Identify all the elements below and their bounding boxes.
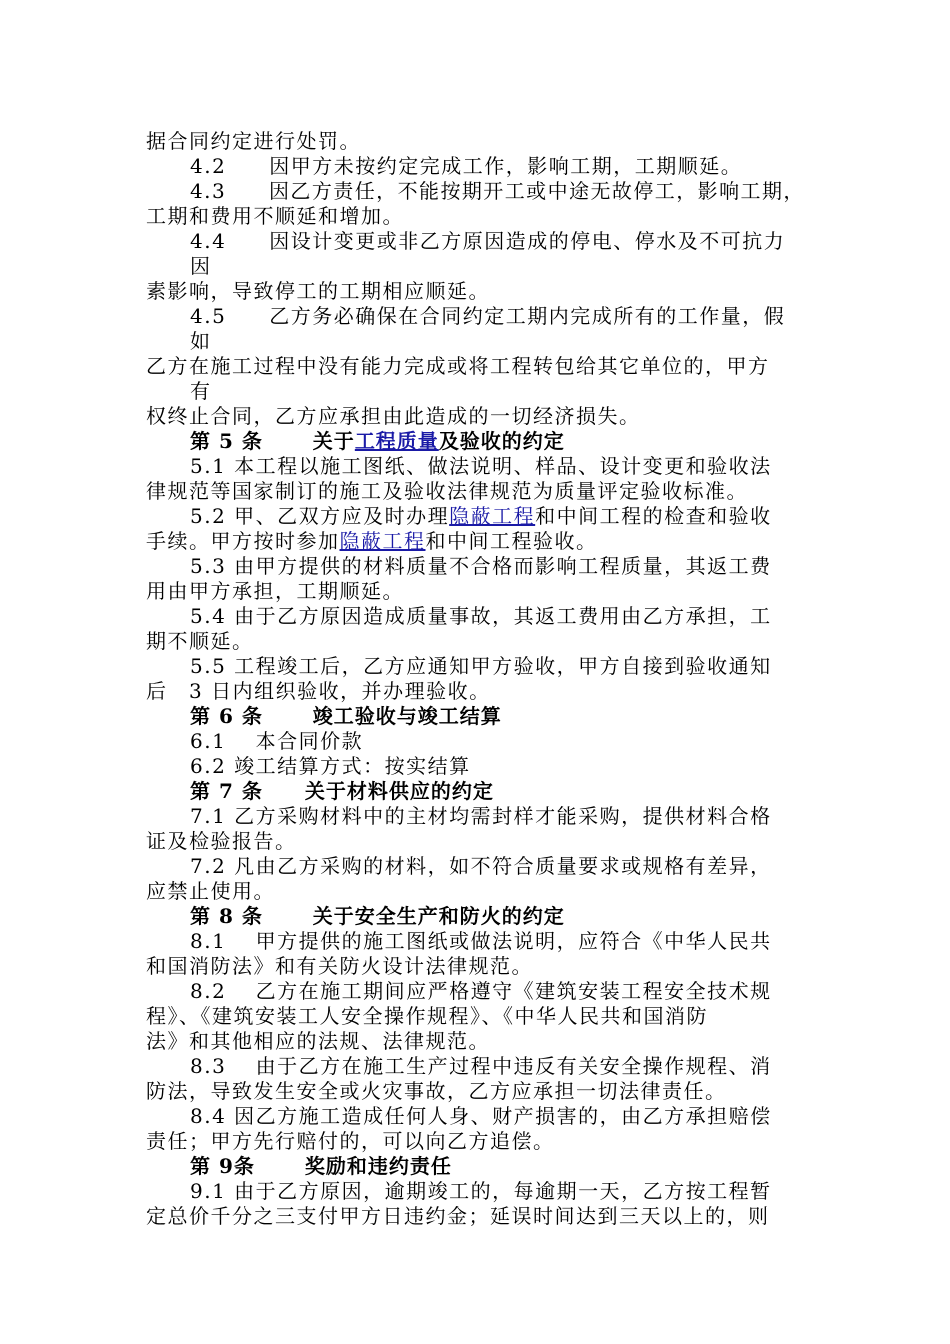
article-9-heading: 第 9条 奖励和违约责任 [190, 1154, 452, 1178]
text-line: 8.4 因乙方施工造成任何人身、财产损害的，由乙方承担赔偿 [190, 1104, 772, 1128]
text-line: 法》和其他相应的法规、法律规范。 [146, 1029, 490, 1053]
text-line: 有 [190, 379, 212, 403]
text-line: 6.2 竣工结算方式：按实结算 [190, 754, 471, 778]
text-line: 定总价千分之三支付甲方日违约金；延误时间达到三天以上的，则 [146, 1204, 770, 1228]
text-line: 应禁止使用。 [146, 879, 275, 903]
text-line: 素影响，导致停工的工期相应顺延。 [146, 279, 490, 303]
text-line: 和国消防法》和有关防火设计法律规范。 [146, 954, 533, 978]
text-line: 后 3 日内组织验收，并办理验收。 [146, 679, 491, 703]
quality-link[interactable]: 工程质量 [354, 429, 439, 453]
text-span: 和中间工程验收。 [425, 529, 598, 553]
text-line: 4.5 乙方务必确保在合同约定工期内完成所有的工作量，假 [190, 304, 786, 328]
article-8-heading: 第 8 条 关于安全生产和防火的约定 [190, 904, 565, 928]
article-6-heading: 第 6 条 竣工验收与竣工结算 [190, 704, 502, 728]
text-line: 7.2 凡由乙方采购的材料，如不符合质量要求或规格有差异， [190, 854, 772, 878]
text-line: 责任；甲方先行赔付的，可以向乙方追偿。 [146, 1129, 555, 1153]
text-line: 8.3 由于乙方在施工生产过程中违反有关安全操作规程、消 [190, 1054, 772, 1078]
text-line: 9.1 由于乙方原因，逾期竣工的，每逾期一天，乙方按工程暂 [190, 1179, 772, 1203]
text-line: 律规范等国家制订的施工及验收法律规范为质量评定验收标准。 [146, 479, 748, 503]
text-span: 和中间工程的检查和验收 [535, 504, 772, 528]
text-line: 7.1 乙方采购材料中的主材均需封样才能采购，提供材料合格 [190, 804, 772, 828]
text-line: 权终止合同，乙方应承担由此造成的一切经济损失。 [146, 404, 641, 428]
text-line: 4.2 因甲方未按约定完成工作，影响工期，工期顺延。 [190, 154, 743, 178]
text-line: 程》、《建筑安装工人安全操作规程》、《中华人民共和国消防 [146, 1004, 708, 1028]
text-line: 5.5 工程竣工后，乙方应通知甲方验收，甲方自接到验收通知 [190, 654, 772, 678]
text-line: 乙方在施工过程中没有能力完成或将工程转包给其它单位的，甲方 [146, 354, 770, 378]
text-line: 期不顺延。 [146, 629, 254, 653]
text-line: 工期和费用不顺延和增加。 [146, 204, 404, 228]
text-span: 手续。甲方按时参加 [146, 529, 340, 553]
section-5-2-line-1 [190, 503, 772, 529]
text-line: 5.3 由甲方提供的材料质量不合格而影响工程质量，其返工费 [190, 554, 772, 578]
article-5-suffix: 及验收的约定 [438, 429, 565, 453]
section-5-2-line-2 [146, 528, 598, 554]
text-line: 如 [190, 329, 212, 353]
text-line: 4.4 因设计变更或非乙方原因造成的停电、停水及不可抗力 [190, 229, 786, 253]
article-5-prefix: 第 5 条 关于 [190, 429, 355, 453]
text-line: 据合同约定进行处罚。 [146, 129, 361, 153]
text-line: 8.2 乙方在施工期间应严格遵守《建筑安装工程安全技术规 [190, 979, 772, 1003]
text-line: 用由甲方承担，工期顺延。 [146, 579, 404, 603]
text-line: 4.3 因乙方责任，不能按期开工或中途无故停工，影响工期， [190, 179, 805, 203]
article-7-heading: 第 7 条 关于材料供应的约定 [190, 779, 494, 803]
text-span: 5.2 甲、乙双方应及时办理 [190, 504, 450, 528]
text-line: 5.1 本工程以施工图纸、做法说明、样品、设计变更和验收法 [190, 454, 772, 478]
article-5-heading [190, 428, 565, 454]
hidden-works-link[interactable]: 隐蔽工程 [449, 504, 536, 528]
text-line: 防法，导致发生安全或火灾事故，乙方应承担一切法律责任。 [146, 1079, 727, 1103]
text-line: 8.1 甲方提供的施工图纸或做法说明，应符合《中华人民共 [190, 929, 772, 953]
text-line: 因 [190, 254, 212, 278]
text-line: 6.1 本合同价款 [190, 729, 364, 753]
text-line: 5.4 由于乙方原因造成质量事故，其返工费用由乙方承担，工 [190, 604, 772, 628]
text-line: 证及检验报告。 [146, 829, 297, 853]
hidden-works-link[interactable]: 隐蔽工程 [339, 529, 426, 553]
